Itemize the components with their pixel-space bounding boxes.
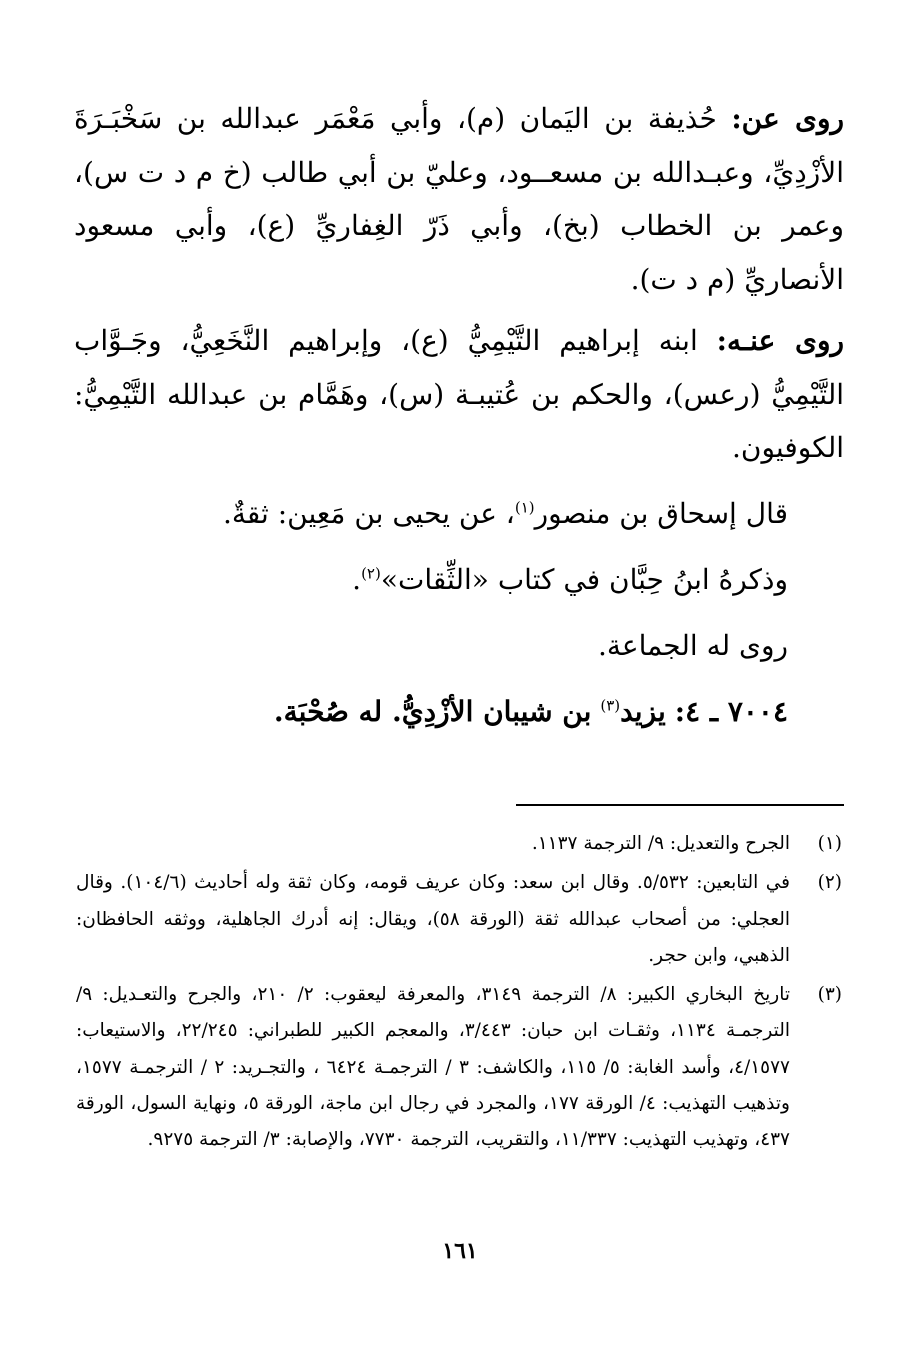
footnote-2-number: (٢) [817,872,842,894]
ibn-hibban-a: وذكرهُ ابنُ حِبَّان في كتاب «الثِّقات» [380,562,788,596]
narrated-by-label: روى عنـه: [716,324,845,357]
page-number: ١٦١ [442,1238,478,1264]
footnote-2 [76,865,842,974]
entry-number: ٧٠٠٤ ـ ٤: [674,694,788,728]
footnote-3-text: تاريخ البخاري الكبير: ٨/ الترجمة ٣١٤٩، والمعرفة ليعقوب: ٢/ ٢١٠، والجرح والتعـديل: ٩/ الترجمـة ١١٣٤، وثقـات ابن حبان: ٣/٤٤٣، والمعجم الكبير للطبراني: ٢٢/٢٤٥، والاستيعاب: ٤/١٥٧٧، وأسد الغابة: ٥/ ١١٥، والكاشف: ٣ / الترجمـة ٦٤٢٤ ، والتجـريد: ٢ / الترجمـة ١٥٧٧، وتذهيب التهذيب: ٤/ الورقة ١٧٧، والمجرد في رجال ابن ماجة، الورقة ٥، ونهاية السول، الورقة ٤٣٧، وتهذيب التهذيب: ١١/٣٣٧، والتقريب، الترجمة ٧٧٣٠، والإصابة: ٣/ الترجمة ٩٢٧٥. [76,984,791,1151]
main-text [74,92,844,745]
narrated-by-all-line: روى له الجماعة. [597,628,788,662]
entry-heading-line [74,679,844,745]
footnote-1 [76,826,842,862]
entry-rest: بن شيبان الأزْدِيُّ. له صُحْبَة. [273,694,592,728]
ishaq-statement-b: ، عن يحيى بن مَعِين: ثقةٌ. [222,496,515,530]
footnote-3-number: (٣) [817,984,842,1006]
narrated-by-paragraph [74,314,844,475]
footnotes [76,826,842,1162]
footnote-2-text: في التابعين: ٥/٥٣٢. وقال ابن سعد: وكان عريف قومه، وكان ثقة وله أحاديث (١٠٤/٦). وقال العجلي: من أصحاب عبدالله ثقة (الورقة ٥٨)، ويقال: إنه أدرك الجاهلية، ووثقه الحافظان: الذهبي، وابن حجر. [76,872,791,966]
footnote-3 [76,977,842,1158]
ishaq-statement-line [74,481,844,547]
narrated-from-text: حُذيفة بن اليَمان (م)، وأبي مَعْمَر عبدالله بن سَخْبَـرَةَ الأزْدِيِّ، وعبـدالله بن مسعــود، وعليّ بن أبي طالب (خ م د ت س)، وعمر بن الخطاب (بخ)، وأبي ذَرّ الغِفاريِّ (ع)، وأبي مسعود الأنصاريِّ (م د ت). [74,102,844,296]
footnote-divider [516,804,844,806]
entry-name: يزيد [620,694,666,728]
ishaq-statement-a: قال إسحاق بن منصور [534,496,788,530]
narrated-by-text: ابنه إبراهيم التَّيْمِيُّ (ع)، وإبراهيم النَّخَعِيُّ، وجَـوَّاب التَّيْمِيُّ (رعس)، والحكم بن عُتيبـة (س)، وهَمَّام بن عبدالله التَّيْمِيُّ: الكوفيون. [74,324,844,464]
narrated-from-paragraph [74,92,844,306]
footnote-ref-3: (٣) [600,696,621,715]
footnote-1-number: (١) [817,833,842,854]
ibn-hibban-b: . [352,562,362,596]
ibn-hibban-line [74,547,844,613]
footnote-ref-2: (٢) [361,564,381,583]
narrated-from-label: روى عن: [731,102,844,135]
footnote-ref-1: (١) [514,498,535,517]
footnote-1-text: الجرح والتعديل: ٩/ الترجمة ١١٣٧. [531,833,790,854]
